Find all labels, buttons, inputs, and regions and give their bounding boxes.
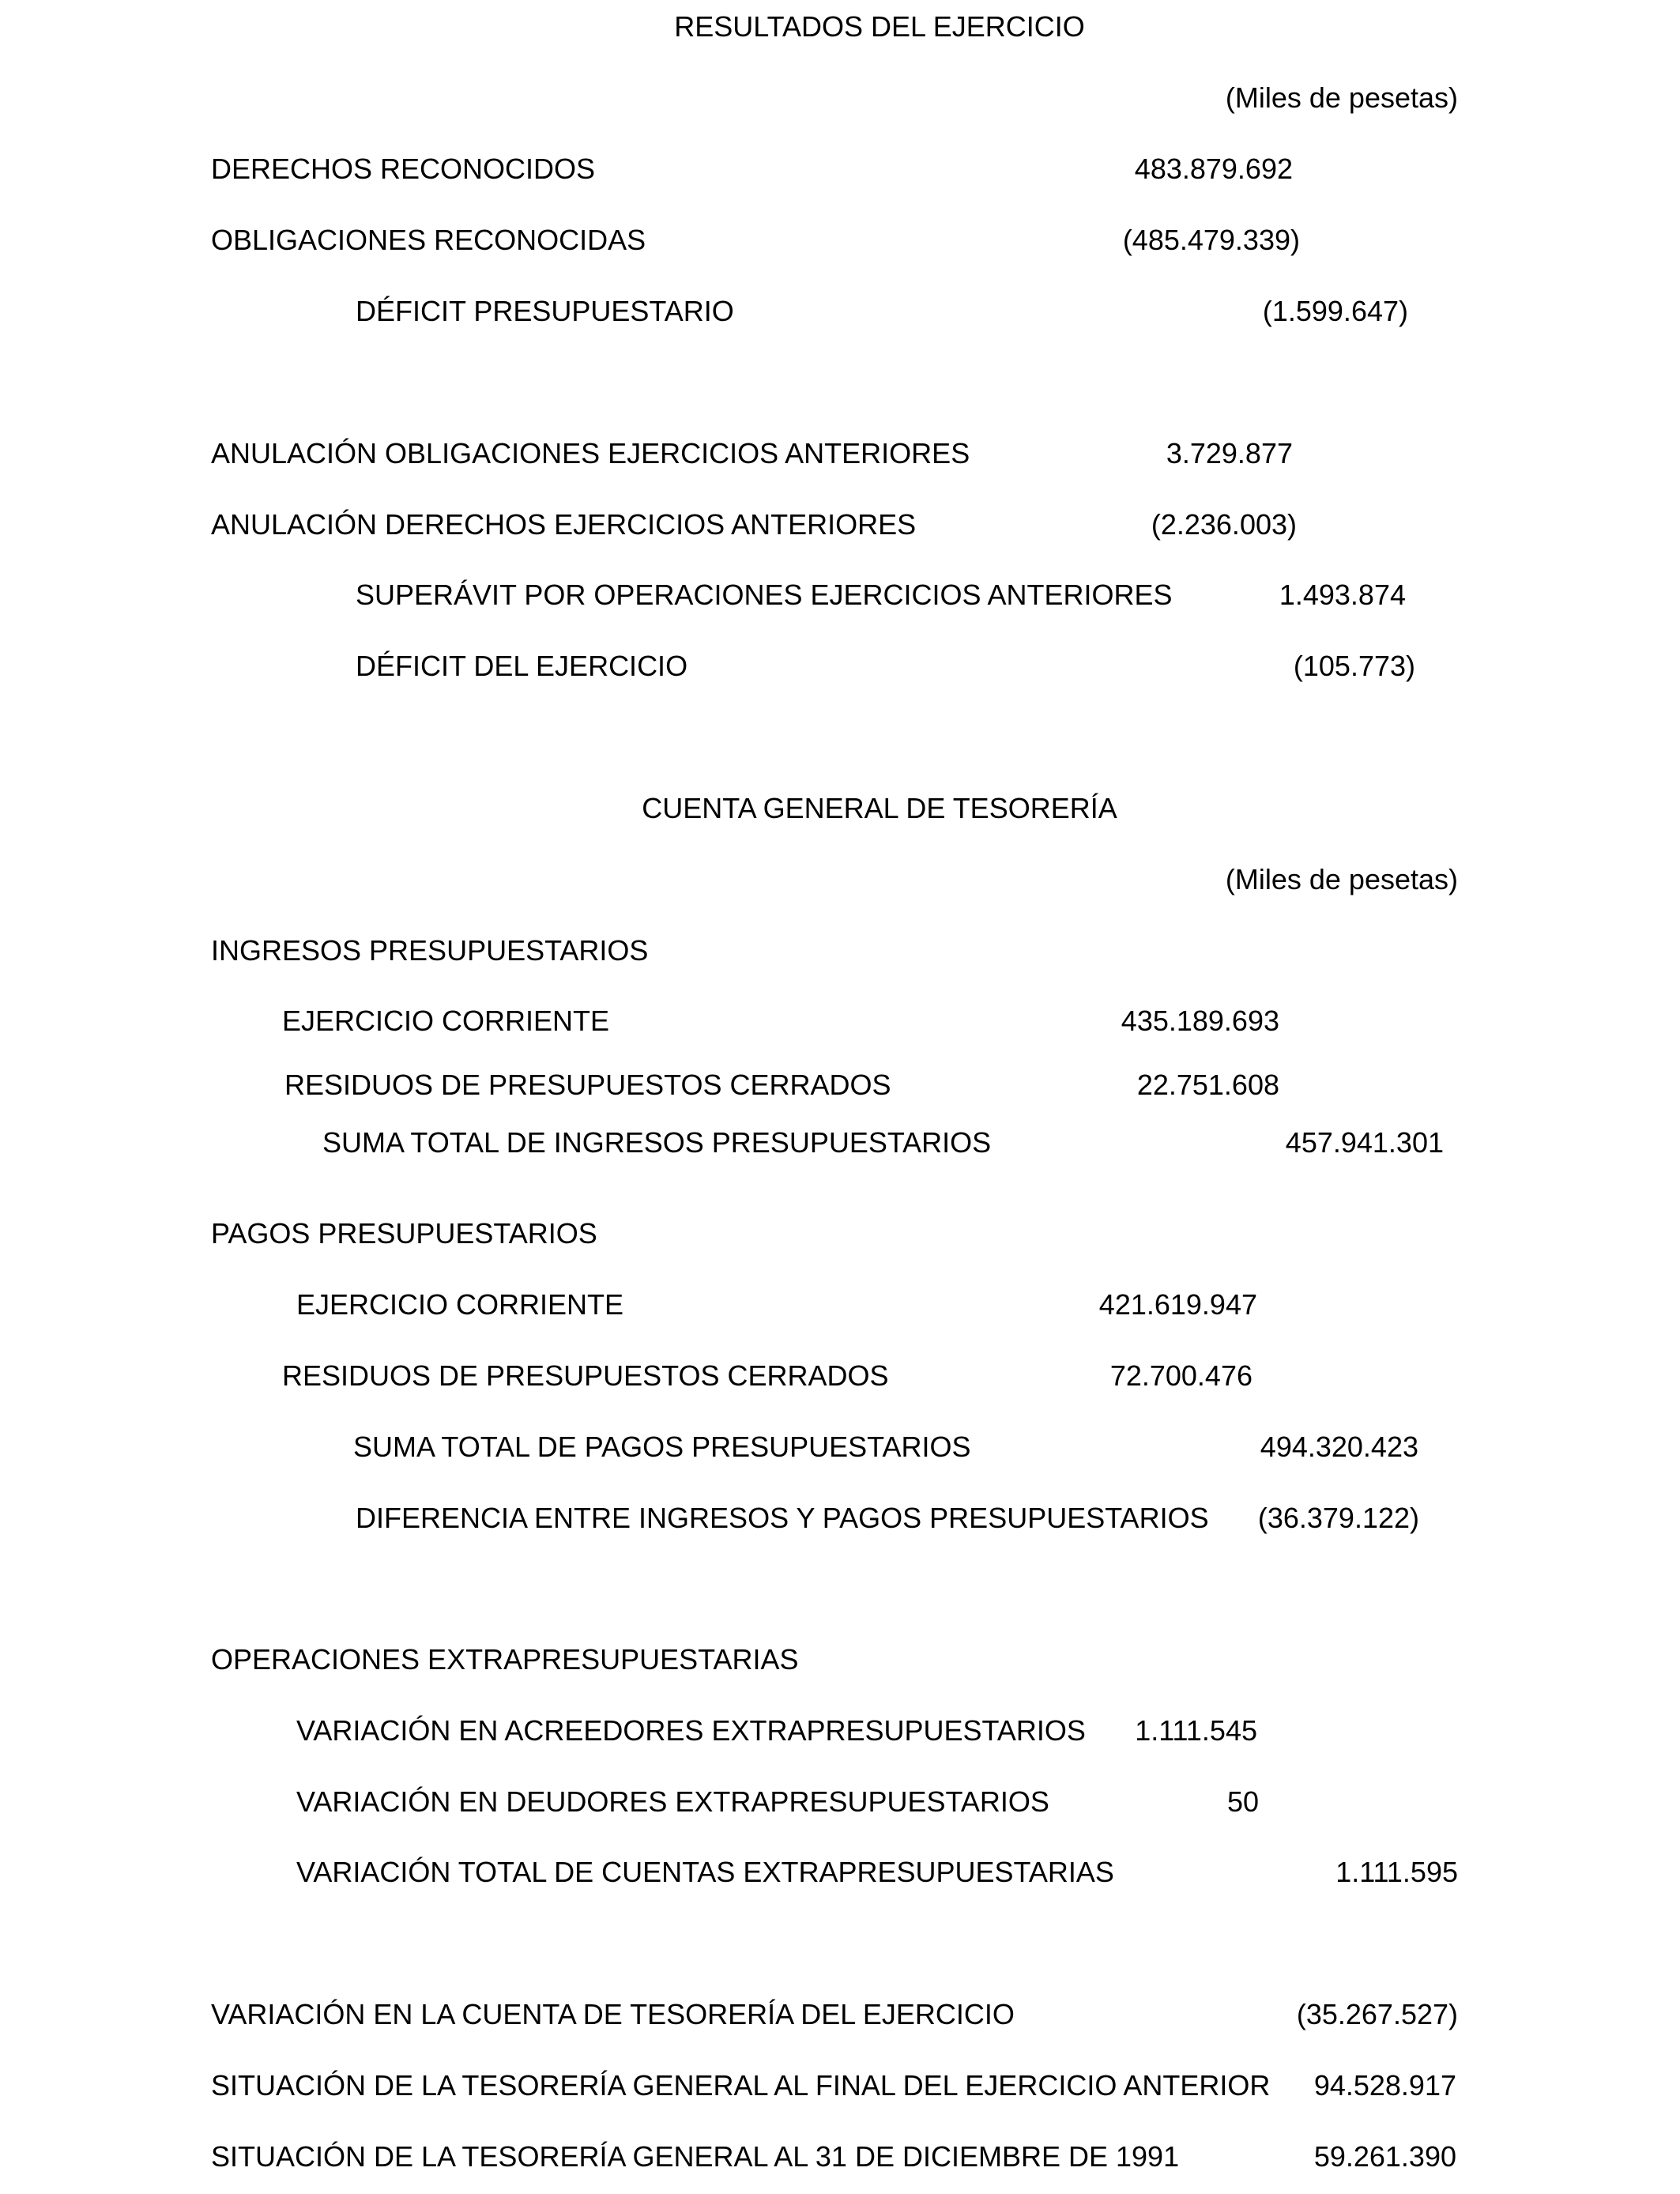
anulacion-obligaciones-label: ANULACIÓN OBLIGACIONES EJERCICIOS ANTERIORES (211, 437, 970, 469)
ingresos-suma-label: SUMA TOTAL DE INGRESOS PRESUPUESTARIOS (322, 1126, 992, 1159)
variacion-acreedores-label: VARIACIÓN EN ACREEDORES EXTRAPRESUPUESTARIOS (296, 1714, 1086, 1747)
variacion-acreedores-value: 1.111.545 (1135, 1714, 1257, 1747)
variacion-deudores-label: VARIACIÓN EN DEUDORES EXTRAPRESUPUESTARIOS (296, 1785, 1049, 1818)
obligaciones-label: OBLIGACIONES RECONOCIDAS (211, 224, 646, 256)
variacion-tesoreria-value: (35.267.527) (1296, 1998, 1458, 2030)
pagos-suma-label: SUMA TOTAL DE PAGOS PRESUPUESTARIOS (353, 1431, 971, 1463)
derechos-label: DERECHOS RECONOCIDOS (211, 153, 596, 185)
anulacion-obligaciones-value: 3.729.877 (1166, 437, 1293, 469)
deficit-ejercicio-value: (105.773) (1293, 650, 1415, 682)
diferencia-label: DIFERENCIA ENTRE INGRESOS Y PAGOS PRESUPUESTARIOS (356, 1502, 1209, 1534)
deficit-presupuestario-value: (1.599.647) (1262, 295, 1408, 327)
pagos-residuos-label: RESIDUOS DE PRESUPUESTOS CERRADOS (282, 1359, 889, 1392)
ingresos-residuos-label: RESIDUOS DE PRESUPUESTOS CERRADOS (284, 1069, 891, 1101)
tesoreria-units: (Miles de pesetas) (1225, 863, 1458, 895)
situacion-final-label: SITUACIÓN DE LA TESORERÍA GENERAL AL 31 DE DICIEMBRE DE 1991 (211, 2140, 1180, 2173)
anulacion-derechos-value: (2.236.003) (1151, 508, 1297, 541)
ingresos-heading: INGRESOS PRESUPUESTARIOS (211, 934, 649, 967)
situacion-final-value: 59.261.390 (1313, 2140, 1456, 2173)
variacion-total-value: 1.111.595 (1335, 1856, 1458, 1888)
variacion-deudores-value: 50 (1226, 1785, 1259, 1818)
ingresos-corriente-value: 435.189.693 (1121, 1005, 1279, 1037)
situacion-anterior-value: 94.528.917 (1313, 2069, 1456, 2102)
pagos-suma-value: 494.320.423 (1260, 1431, 1418, 1463)
ingresos-residuos-value: 22.751.608 (1136, 1069, 1279, 1101)
superavit-value: 1.493.874 (1279, 579, 1406, 611)
resultados-units: (Miles de pesetas) (1225, 81, 1458, 114)
derechos-value: 483.879.692 (1134, 153, 1293, 185)
superavit-label: SUPERÁVIT POR OPERACIONES EJERCICIOS ANTERIORES (356, 579, 1173, 611)
ingresos-suma-value: 457.941.301 (1285, 1126, 1444, 1159)
deficit-presupuestario-label: DÉFICIT PRESUPUESTARIO (356, 295, 734, 327)
anulacion-derechos-label: ANULACIÓN DERECHOS EJERCICIOS ANTERIORES (211, 508, 917, 541)
ingresos-corriente-label: EJERCICIO CORRIENTE (282, 1005, 610, 1037)
variacion-tesoreria-label: VARIACIÓN EN LA CUENTA DE TESORERÍA DEL EJERCICIO (211, 1998, 1015, 2030)
tesoreria-title: CUENTA GENERAL DE TESORERÍA (642, 792, 1117, 824)
pagos-heading: PAGOS PRESUPUESTARIOS (211, 1217, 597, 1250)
pagos-corriente-value: 421.619.947 (1098, 1288, 1257, 1321)
deficit-ejercicio-label: DÉFICIT DEL EJERCICIO (356, 650, 688, 682)
extrapresupuestarias-heading: OPERACIONES EXTRAPRESUPUESTARIAS (211, 1643, 799, 1676)
obligaciones-value: (485.479.339) (1122, 224, 1300, 256)
pagos-residuos-value: 72.700.476 (1109, 1359, 1252, 1392)
pagos-corriente-label: EJERCICIO CORRIENTE (296, 1288, 624, 1321)
situacion-anterior-label: SITUACIÓN DE LA TESORERÍA GENERAL AL FINAL DEL EJERCICIO ANTERIOR (211, 2069, 1271, 2102)
diferencia-value: (36.379.122) (1257, 1502, 1419, 1534)
resultados-title: RESULTADOS DEL EJERCICIO (674, 10, 1085, 43)
variacion-total-label: VARIACIÓN TOTAL DE CUENTAS EXTRAPRESUPUESTARIAS (296, 1856, 1114, 1888)
